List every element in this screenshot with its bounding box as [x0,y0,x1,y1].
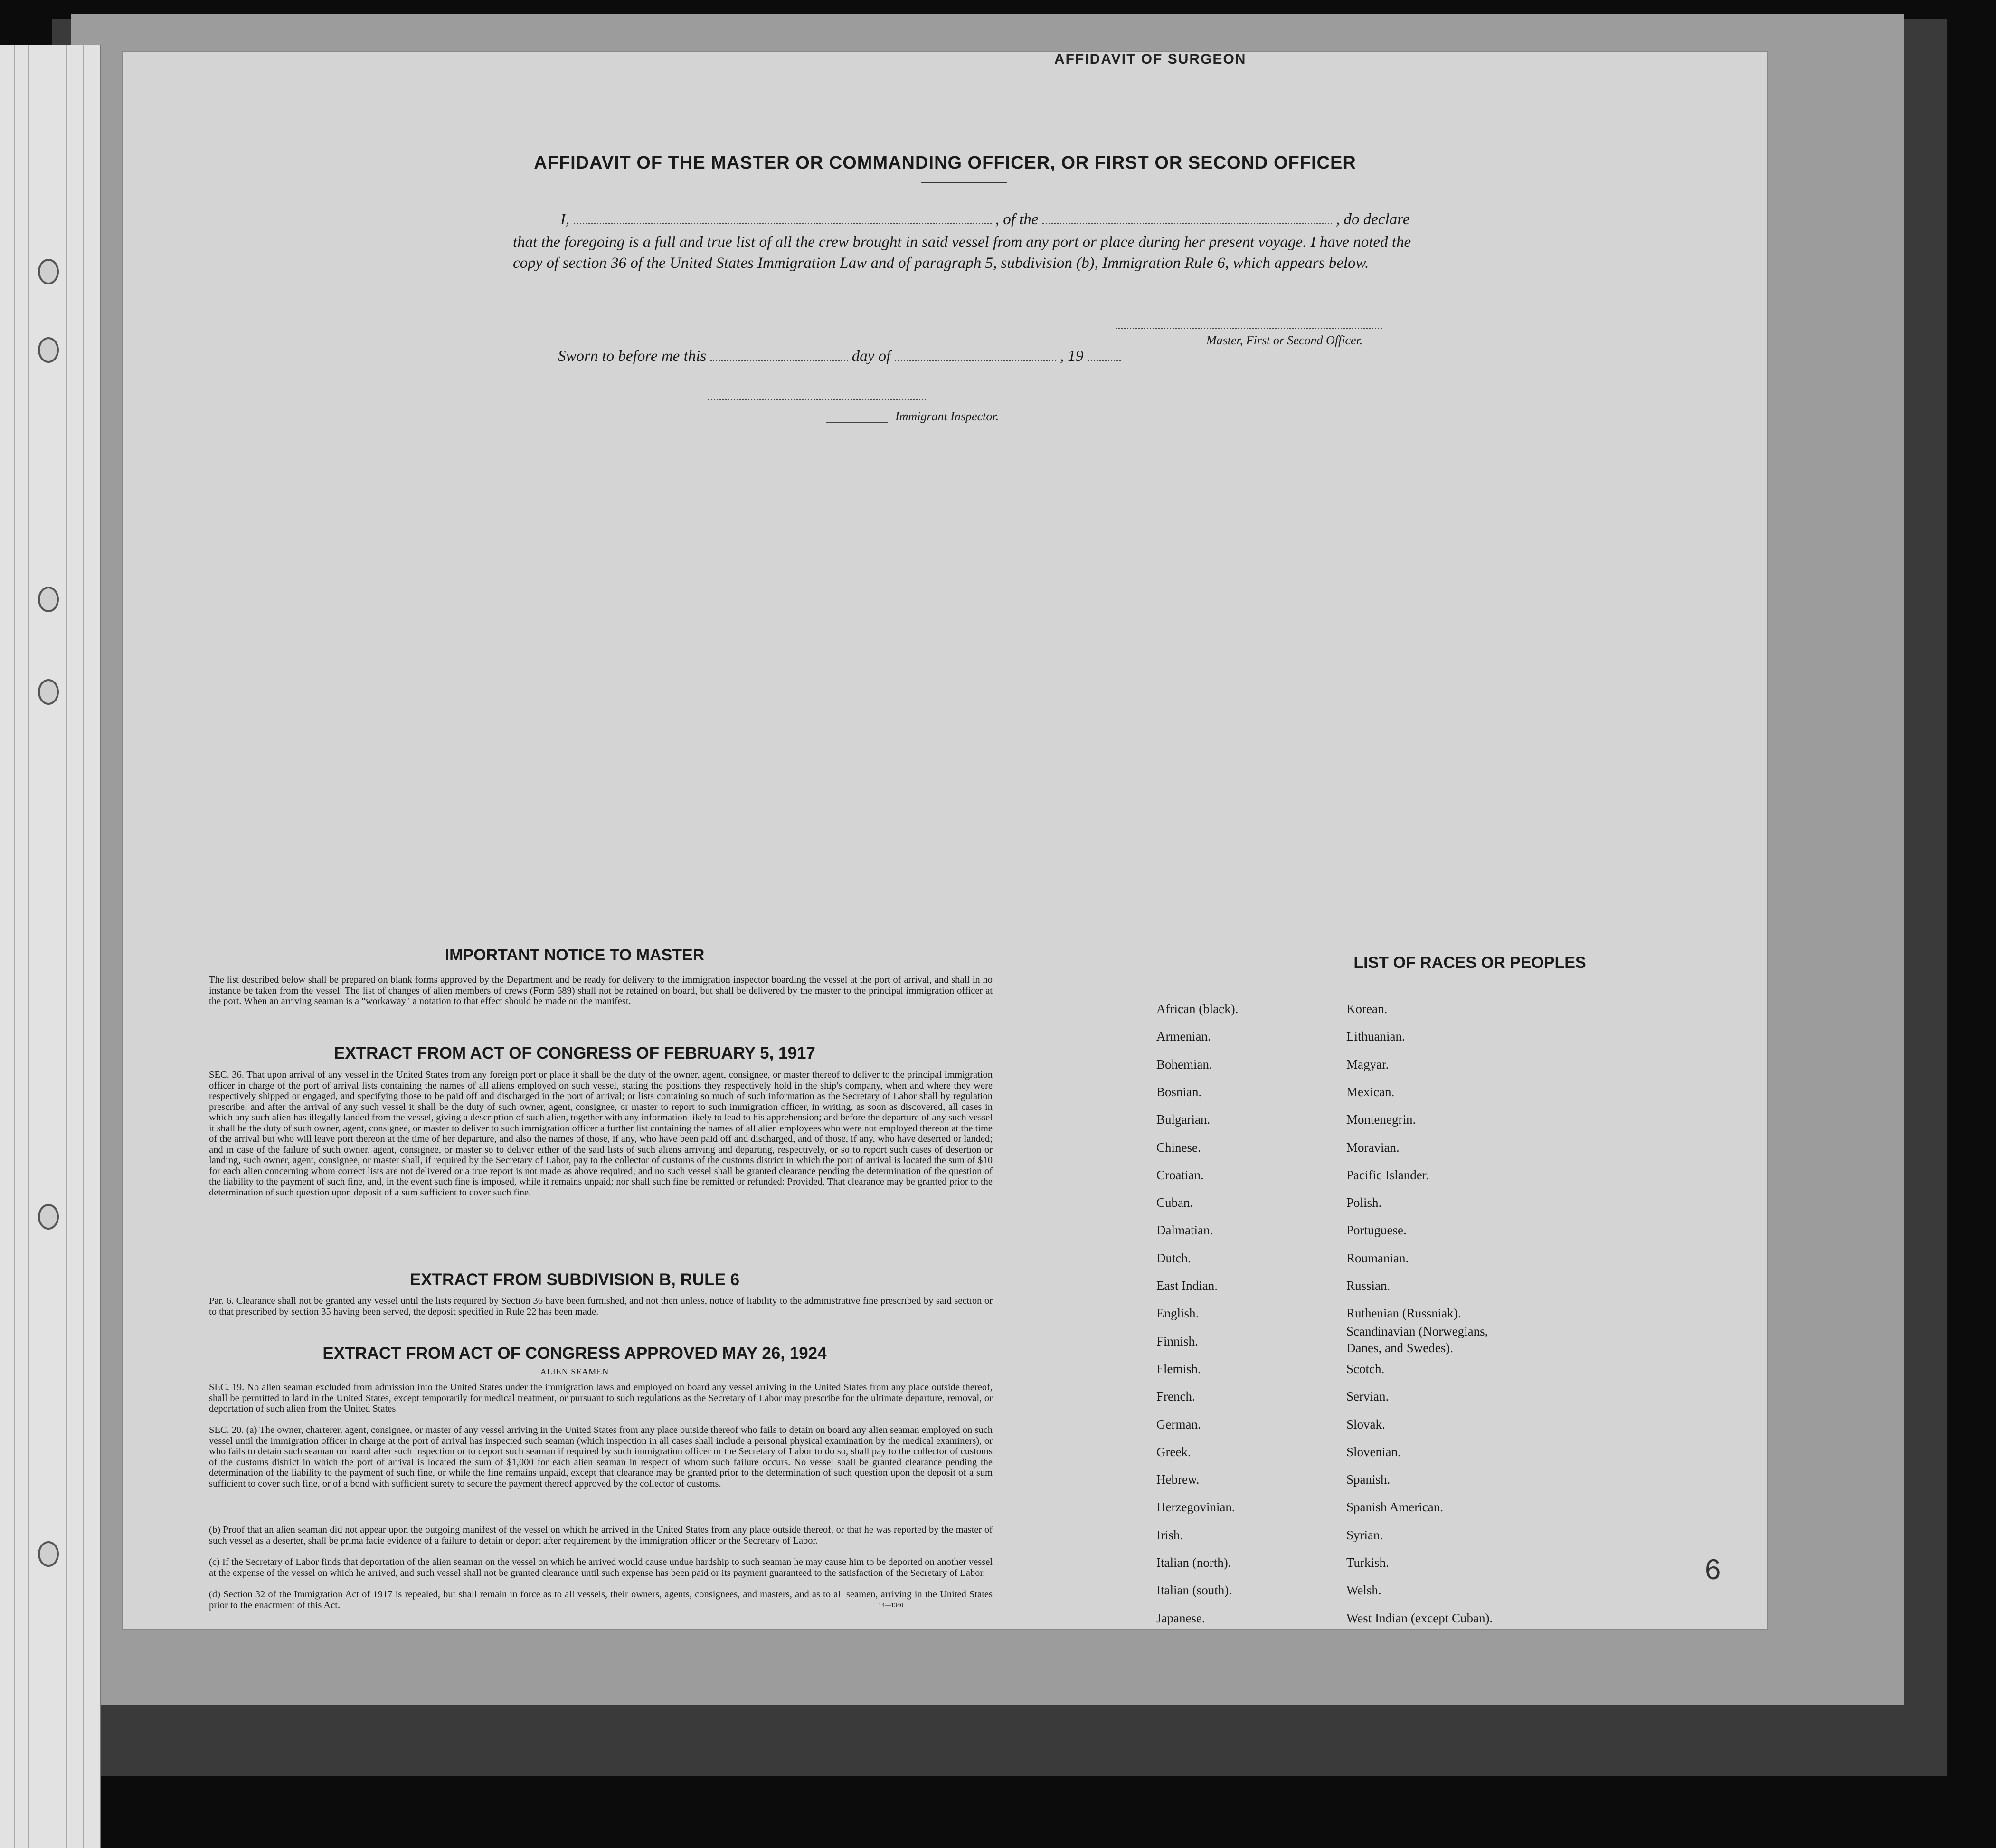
extract-rule6-title: EXTRACT FROM SUBDIVISION B, RULE 6 [409,1270,740,1289]
race-item: Danes, and Swedes). [1346,1341,1453,1355]
race-item: Spanish American. [1346,1500,1443,1515]
extract-1917-body: SEC. 36. That upon arrival of any vessel in the United States from any foreign port or place it shall be the duty of the owner, agent, consignee, or master thereof to deliver to the principal immigration officer in charge of the port of arrival lists containing the names of all aliens employed on such vessel, stating the positions they respectively hold in the ship's company, when and where they were respectively shipped or engaged, and specifying those to be paid off and discharged in the port of arrival; or lists containing so much of such information as the Secretary of Labor shall by regulation prescribe; and after the arrival of any such vessel it shall be the duty of such owner, agent, consignee, or master to report to such immigration officer, in writing, as soon as discovered, all cases in which any such alien has illegally landed from the vessel, giving a description of such alien, together with any information likely to lead to his apprehension; and before the departure of any such vessel it shall be the duty of such owner, agent, consignee, or master to deliver to such immigration officer a further list containing the names of all alien employees who were not employed thereon at the time of the arrival but who will leave port thereon at the time of her departure, and also the names of those, if any, who have been paid off and discharged, and of those, if any, who have deserted or landed; and in case of the failure of such owner, agent, consignee, or master so to deliver either of the said lists of such aliens arriving and departing, respectively, or so to report such cases of desertion or landing, such owner, agent, consignee, or master shall, if required by the Secretary of Labor, pay to the collector of customs of the customs district in which the port of arrival is located the sum of $10 for each alien concerning whom correct lists are not delivered or a true report is not made as above required; and no such vessel shall be granted clearance pending the determination of the question of the liability to the payment of such fine, and, in the event such fine is imposed, while it remains unpaid; nor shall such fine be remitted or refunded: Provided, That clearance may be granted prior to the determination of such question upon deposit of a sum sufficient to cover such fine. [209,1070,993,1198]
race-item: Greek. [1156,1444,1191,1459]
race-item: Pacific Islander. [1346,1167,1429,1182]
declaration-body: that the foregoing is a full and true list of all the crew brought in said vessel from any port or place during her present voyage. I have noted the copy of section 36 of the United States Immigration Law and of paragraph 5, subdivision (b), Immigration Rule 6, which appears below. [513,234,1411,272]
binding-strip [0,45,101,1848]
sworn-label: Sworn to before me this [558,348,707,365]
race-item: Dutch. [1156,1251,1191,1265]
race-item: Japanese. [1156,1611,1205,1625]
race-item: Korean. [1346,1002,1388,1016]
race-item: Scandinavian (Norwegians, [1346,1324,1488,1339]
race-item: Moravian. [1346,1140,1400,1155]
binding-hole [38,1541,59,1567]
race-item: Italian (north). [1156,1555,1231,1570]
document-page [123,52,1767,1629]
race-item: Hebrew. [1156,1472,1200,1487]
race-item: Slovenian. [1346,1444,1401,1459]
binding-hole [38,259,59,284]
notice-body: The list described below shall be prepared on blank forms approved by the Department and be ready for delivery to the immigration inspector boarding the vessel at the port of arrival, and shall in no instance be taken from the vessel. The list of changes of alien members of crews (Form 689) shall not be retained on board, but shall be delivered by the master to the principal immigration officer at the port. When an arriving seaman is a "workaway" a notation to that effect should be made on the manifest. [209,975,993,1006]
race-item: Polish. [1346,1195,1382,1210]
notice-title: IMPORTANT NOTICE TO MASTER [445,946,705,964]
day-of-label: day of [851,348,891,365]
binding-hole [38,1204,59,1230]
race-item: African (black). [1156,1002,1239,1016]
form-number: 14—1340 [879,1602,903,1609]
race-item: French. [1156,1389,1195,1404]
race-item: Syrian. [1346,1527,1383,1542]
title-rule [921,182,1007,183]
race-item: Dalmatian. [1156,1223,1213,1238]
race-item: Ruthenian (Russniak). [1346,1306,1461,1321]
race-item: German. [1156,1417,1201,1431]
vessel-blank[interactable] [1042,223,1332,224]
sworn-month-blank[interactable] [895,360,1056,361]
binding-hole [38,587,59,612]
year-label: , 19 [1059,348,1084,365]
race-item: Bulgarian. [1156,1112,1211,1127]
sworn-day-blank[interactable] [710,360,848,361]
extract-1924-title: EXTRACT FROM ACT OF CONGRESS APPROVED MAY 26, 1924 [322,1344,827,1363]
sec20b-body: (b) Proof that an alien seaman did not appear upon the outgoing manifest of the vessel on which he arrived in the United States from any place outside thereof, or that he was reported by the master of such vessel as a deserter, shall be prima facie evidence of a failure to detain or deport after requirement by the immigration officer or the Secretary of Labor. [209,1525,993,1546]
sworn-year-blank[interactable] [1088,360,1121,361]
race-item: Lithuanian. [1346,1029,1405,1044]
sec20a-body: SEC. 20. (a) The owner, charterer, agent, consignee, or master of any vessel arriving in the United States from any place outside thereof who fails to detain on board any alien seaman employed on such vessel until the immigration officer in charge at the port of arrival has inspected such seaman (which inspection in all cases shall include a personal physical examination by the medical examiners), or who fails to detain such seaman on board after such inspection or to deport such seaman if required by such immigration officer or the Secretary of Labor to do so, shall pay to the collector of customs of the customs district in which the port of arrival is located the sum of $1,000 for each alien seaman in respect of whom such failure occurs. No vessel shall be granted clearance pending the determination of the liability to the payment of such fine, or while the fine remains unpaid, except that clearance may be granted prior to the determination of such question upon the deposit of a sum sufficient to cover such fine, or of a bond with sufficient surety to secure the payment thereof approved by the collector of customs. [209,1425,993,1489]
sec20c-body: (c) If the Secretary of Labor finds that deportation of the alien seaman on the vessel on which he arrived would cause undue hardship to such seaman he may cause him to be deported on another vessel at the expense of the vessel on which he arrived, and such vessel shall not be granted clearance until such expense has been paid or its payment guaranteed to the satisfaction of the Secretary of Labor. [209,1557,993,1578]
race-item: Croatian. [1156,1167,1204,1182]
race-item: Flemish. [1156,1361,1201,1376]
race-item: Irish. [1156,1527,1183,1542]
race-item: Portuguese. [1346,1223,1407,1238]
race-item: Chinese. [1156,1140,1201,1155]
header-scrap: AFFIDAVIT OF SURGEON [1054,51,1247,67]
race-item: Mexican. [1346,1084,1395,1099]
race-item: Servian. [1346,1389,1389,1404]
master-signature-label: Master, First or Second Officer. [1206,333,1363,347]
race-item: Welsh. [1346,1583,1381,1598]
race-item: Finnish. [1156,1334,1198,1348]
race-item: West Indian (except Cuban). [1346,1611,1493,1625]
race-item: Bosnian. [1156,1084,1202,1099]
race-item: Armenian. [1156,1029,1211,1044]
inspector-short-line [826,422,888,423]
binding-hole [38,337,59,363]
i-label: I, [560,211,570,228]
races-title: LIST OF RACES OR PEOPLES [1353,954,1586,972]
race-item: Scotch. [1346,1361,1385,1376]
race-item: Herzegovinian. [1156,1500,1235,1515]
of-the-label: , of the [995,211,1039,228]
sworn-line [558,348,1121,365]
sec19-body: SEC. 19. No alien seaman excluded from admission into the United States under the immigration laws and employed on board any vessel arriving in the United States from any place outside thereof, shall be permitted to land in the United States, except temporarily for medical treatment, or pursuant to such regulations as the Secretary of Labor may prescribe for the ultimate departure, removal, or deportation of such alien from the United States. [209,1382,993,1414]
inspector-signature-line[interactable] [708,399,926,400]
affidavit-title: AFFIDAVIT OF THE MASTER OR COMMANDING OFFICER, OR FIRST OR SECOND OFFICER [534,153,1356,173]
page-tail-mark: 6 [1705,1554,1721,1585]
race-item: Italian (south). [1156,1583,1232,1598]
inspector-label: Immigrant Inspector. [895,409,999,423]
race-item: Cuban. [1156,1195,1193,1210]
race-item: English. [1156,1306,1199,1321]
extract-1917-title: EXTRACT FROM ACT OF CONGRESS OF FEBRUARY 5, 1917 [334,1044,815,1062]
race-item: Turkish. [1346,1555,1389,1570]
race-item: Slovak. [1346,1417,1385,1431]
race-item: Spanish. [1346,1472,1391,1487]
sec20d-body: (d) Section 32 of the Immigration Act of 1917 is repealed, but shall remain in force as to all vessels, their owners, agents, consignees, and masters, and as to all seamen, arriving in the United States prior to the enactment of this Act. [209,1589,993,1611]
binding-hole [38,679,59,705]
name-blank[interactable] [574,223,992,224]
race-item: Bohemian. [1156,1057,1212,1071]
race-item: Roumanian. [1346,1251,1409,1265]
do-declare-label: , do declare [1335,211,1410,228]
race-item: Montenegrin. [1346,1112,1416,1127]
race-item: East Indian. [1156,1279,1218,1293]
master-signature-line[interactable] [1116,328,1382,329]
alien-seamen-subtitle: ALIEN SEAMEN [540,1367,609,1376]
race-item: Magyar. [1346,1057,1389,1071]
extract-rule6-body: Par. 6. Clearance shall not be granted any vessel until the lists required by Section 36 have been furnished, and not then unless, notice of liability to the administrative fine prescribed by said section or to that prescribed by section 35 having been served, the deposit specified in Rule 22 has been made. [209,1296,993,1317]
race-item: Russian. [1346,1279,1391,1293]
declaration-line [560,211,1409,228]
